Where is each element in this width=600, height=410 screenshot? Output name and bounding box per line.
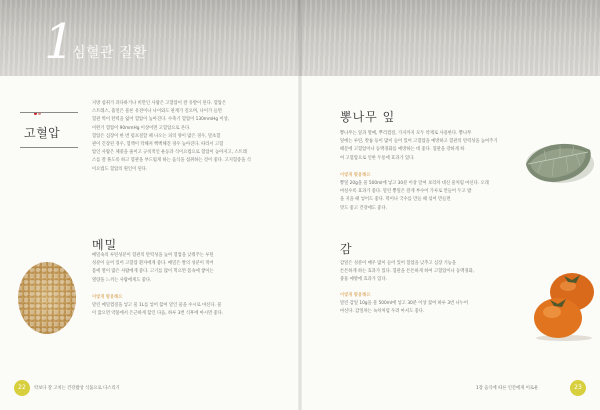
right-page-number: 23 [570, 380, 586, 396]
intro-line: 이완기 혈압이 90mmHg 이상이면 고혈압으로 본다. [92, 125, 191, 131]
topic-label: 고혈압 [24, 126, 61, 140]
intro-line: 혈관 벽이 탄력을 잃어 혈압이 높아진다. 수축기 혈압이 130mmHg 이상, [92, 117, 230, 123]
section-dots [34, 100, 54, 106]
left-page-number: 22 [14, 380, 30, 396]
intro-line: 스트레스, 흡연은 물론 유전이나 나이와도 관계가 깊으며, 나이가 들면 [92, 109, 222, 115]
left-footer-text: 약보다 잘 고치는 건강밥상 식품으로 다스리기 [34, 386, 120, 391]
usage-line: 뽕잎 20g을 물 500ml에 넣고 30분 이상 달여 보리차 대신 물처럼 마신다. 오래 [340, 181, 489, 186]
mulberry-leaf-image [520, 136, 596, 186]
intro-line: 이요법도 혈압의 원인이 된다. [92, 166, 148, 172]
body-line: 뽕나무는 잎과 열매, 뿌리껍질, 가지까지 모두 약재로 사용한다. 뽕나무 [340, 131, 472, 136]
usage-line: 마신다. 감잎차는 녹차처럼 우려 마셔도 좋다. [340, 309, 425, 315]
mulberry-usage-subtitle: 이렇게 활용해요 [340, 173, 371, 178]
body-line: 때문에 고혈압이나 동맥경화를 예방하는 데 좋다. 혈관을 강하게 하 [340, 147, 465, 153]
intro-line: 혈압은 심장이 한 번 펌프질할 때 나오는 피의 양이 많은 경우, 말초혈 [92, 133, 221, 139]
persimmon-image [528, 268, 598, 342]
hypertension-intro [92, 100, 278, 174]
book-gutter [298, 0, 302, 410]
mulberry-body [340, 130, 516, 163]
usage-line: 말린 메밀껍질을 넣고 물 1L를 넣어 끓여 달인 물을 수시로 마신다. 물 [92, 303, 222, 308]
body-line: 튼튼하게 하는 효과가 있다. 혈관을 튼튼하게 하여 고혈압이나 동맥경화, [340, 269, 475, 275]
intro-line: 관이 긴장된 경우, 혈액이 탁해져 뻑뻑해진 경우 높아진다. 따라서 고혈 [92, 142, 224, 148]
body-line: 메밀속의 루틴성분이 혈관의 탄력성을 높여 혈압을 낮춰주는 루틴 [92, 253, 214, 258]
buckwheat-usage-subtitle: 이렇게 활용해요 [92, 295, 123, 300]
buckwheat-heading: 메밀 [92, 238, 118, 252]
chapter-number: 1 [44, 14, 75, 70]
usage-line: 을 지을 때 넣어도 좋다. 떡이나 국수를 만들 때 섞어 만들면 [340, 197, 451, 203]
buckwheat-image [18, 262, 76, 334]
persimmon-usage [340, 300, 516, 316]
persimmon-heading: 감 [340, 242, 353, 256]
body-line: 몸에 열이 많은 사람에게 좋다. 고기를 많이 먹으면 몸속에 쌓이는 [92, 269, 214, 275]
body-line: 잎에는 루틴, 칼륨 등이 많이 들어 있어 고혈압을 예방하고 혈관의 탄력성을 높여주기 [340, 139, 498, 145]
mulberry-heading: 뽕나무 잎 [340, 110, 396, 124]
body-line: 감잎은 성분이 매우 많이 들어 있어 혈압을 낮추고 심장 기능을 [340, 261, 457, 266]
mulberry-usage [340, 180, 516, 213]
right-footer-text: 1장 음식에 따른 인간에게 이로운 [476, 386, 539, 391]
usage-line: 마실수록 효과가 좋다. 말린 뽕잎은 잘게 부수어 가루로 만들어 두고 밥 [340, 189, 472, 195]
persimmon-usage-subtitle: 이렇게 활용해요 [340, 293, 371, 298]
body-line: 열량을 느끼는 사람에게도 좋다. [92, 277, 152, 283]
body-line: 성분이 들어 있어 고혈압 환자에게 좋다. 메밀은 쌀의 성분이 적어 [92, 261, 214, 267]
buckwheat-usage [92, 302, 278, 318]
body-line: 여 고혈압으로 인한 두통에 효과가 있다. [340, 155, 415, 161]
body-line: 중풍 예방에 효과가 있다. [340, 277, 387, 283]
intro-line: 압인 사람은 체중을 줄이고 규칙적인 운동과 식이요법으로 혈압이 높아지고, 스트레 [92, 150, 247, 156]
persimmon-body [340, 260, 516, 285]
usage-line: 이 끓으면 약불에서 은근하게 끓인 다음, 하루 3번 식후에 마시면 좋다. [92, 311, 224, 317]
persimmon-front-highlight [543, 306, 561, 318]
intro-line: 스를 잘 풀도록 하고 혈관을 부드럽게 하는 음식을 섭취하는 것이 좋다. 고지혈증을 식 [92, 158, 251, 164]
usage-line: 맛도 좋고 건강에도 좋다. [340, 205, 387, 211]
chapter-title: 심혈관 질환 [72, 45, 148, 61]
usage-line: 말린 감잎 10g을 물 500ml에 넣고 30분 이상 끓여 하루 3번 나누어 [340, 301, 469, 306]
intro-line: 지방 섭취가 과다하거나 비만인 사람은 고혈압이 잘 유발이 된다. 혈압은 [92, 101, 227, 106]
buckwheat-body [92, 252, 278, 285]
